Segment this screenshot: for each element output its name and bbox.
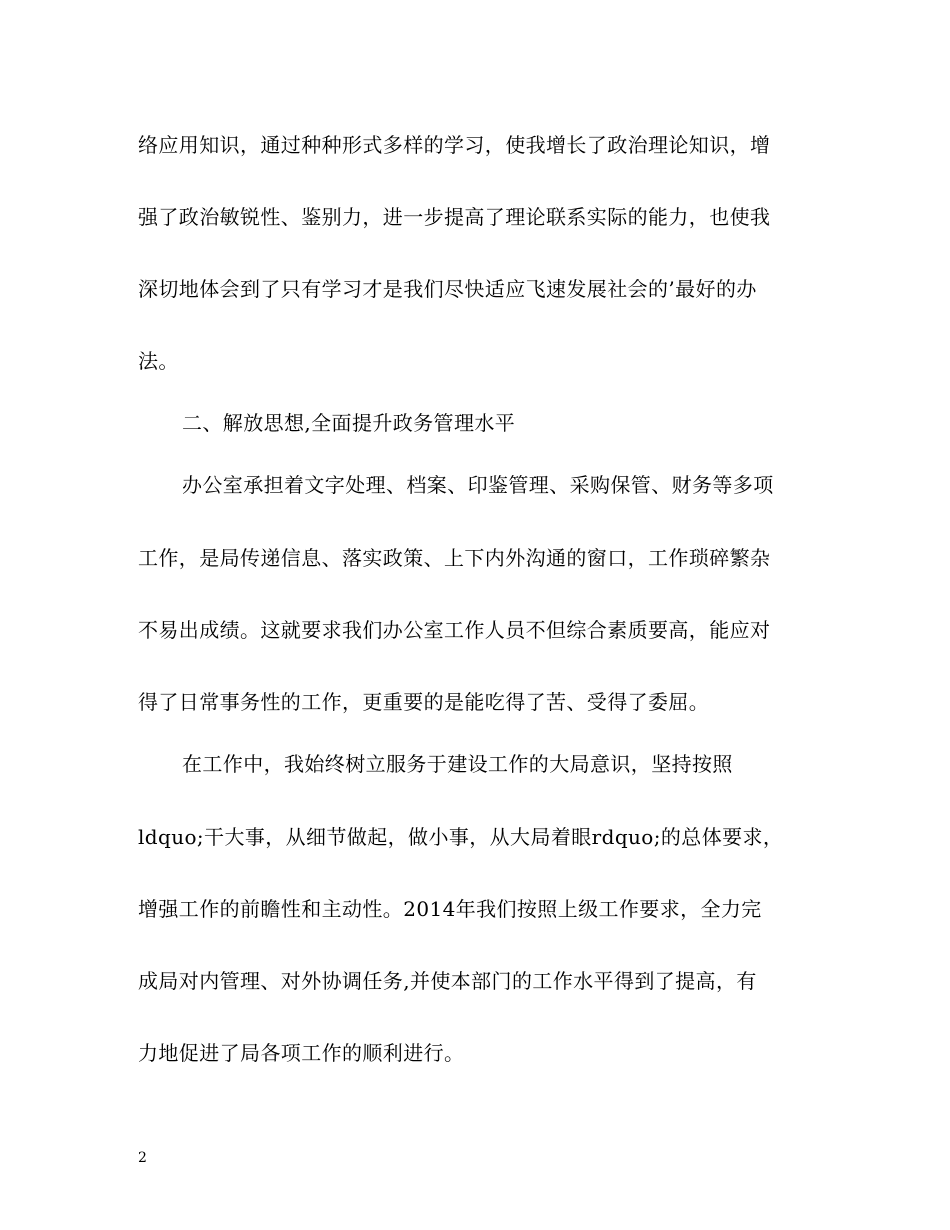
body-text-line: 深切地体会到了只有学习才是我们尽快适应飞速发展社会的’最好的办 xyxy=(138,277,757,301)
body-text-line: 成局对内管理、对外协调任务,并使本部门的工作水平得到了提高，有 xyxy=(138,969,757,993)
body-text-line: 法。 xyxy=(138,349,179,373)
body-text-line: 工作，是局传递信息、落实政策、上下内外沟通的窗口，工作琐碎繁杂 xyxy=(138,546,771,570)
body-text-line: ldquo;干大事，从细节做起，做小事，从大局着眼rdquo;的总体要求， xyxy=(138,825,784,849)
body-text-line: 强了政治敏锐性、鉴别力，进一步提高了理论联系实际的能力，也使我 xyxy=(138,205,771,229)
body-text-line: 络应用知识，通过种种形式多样的学习，使我增长了政治理论知识，增 xyxy=(138,133,771,157)
body-text-line: 不易出成绩。这就要求我们办公室工作人员不但综合素质要高，能应对 xyxy=(138,618,771,642)
body-text-line: 增强工作的前瞻性和主动性。2014年我们按照上级工作要求，全力完 xyxy=(138,897,762,921)
body-text-line: 得了日常事务性的工作，更重要的是能吃得了苦、受得了委屈。 xyxy=(138,690,710,714)
body-text-line: 办公室承担着文字处理、档案、印鉴管理、采购保管、财务等多项 xyxy=(182,473,774,497)
section-heading: 二、解放思想,全面提升政务管理水平 xyxy=(182,411,516,435)
body-text-line: 力地促进了局各项工作的顺利进行。 xyxy=(138,1041,465,1065)
body-text-line: 在工作中，我始终树立服务于建设工作的大局意识，坚持按照 xyxy=(182,752,733,776)
page-number: 2 xyxy=(138,1150,147,1166)
